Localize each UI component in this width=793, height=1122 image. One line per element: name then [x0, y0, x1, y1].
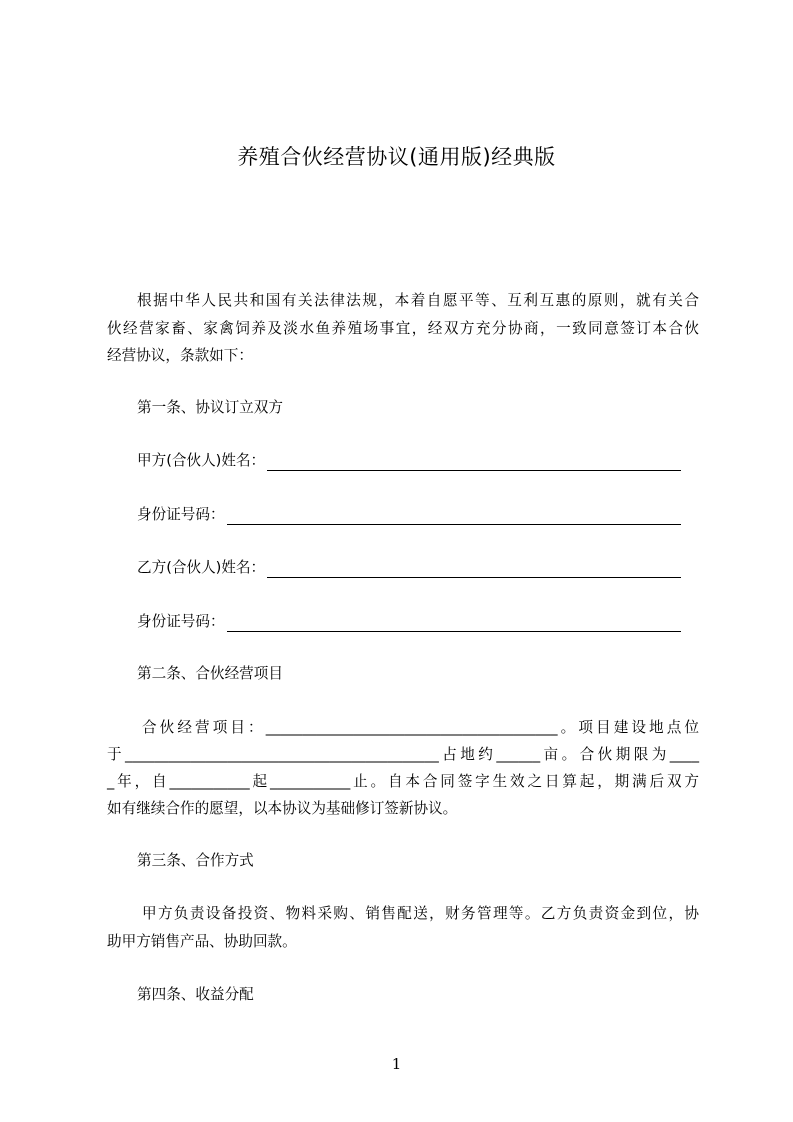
article-3-line-2: 助甲方销售产品、协助回款。: [107, 933, 297, 950]
party-a-name-blank[interactable]: [267, 455, 681, 471]
party-a-id-label: 身份证号码：: [137, 506, 225, 523]
party-b-name-blank[interactable]: [267, 562, 681, 578]
intro-line-1: 根据中华人民共和国有关法律法规，本着自愿平等、互利互惠的原则，就有关合: [137, 292, 699, 309]
party-b-name-field[interactable]: [137, 558, 681, 578]
article-2-line-2: 于___________________________________________占地约______亩。合伙期限为____: [107, 746, 699, 763]
document-title: 养殖合伙经营协议(通用版)经典版: [237, 145, 556, 169]
intro-line-2: 伙经营家畜、家禽饲养及淡水鱼养殖场事宜，经双方充分协商，一致同意签订本合伙: [107, 320, 699, 337]
page-number: 1: [391, 1055, 402, 1073]
article-2-line-1: 合伙经营项目：________________________________________。项目建设地点位: [142, 719, 699, 736]
party-a-name-label: 甲方(合伙人)姓名：: [137, 452, 266, 469]
article-2-line-3: _年，自___________起___________止。自本合同签字生效之日算起，期满后双方: [107, 773, 699, 790]
party-b-id-label: 身份证号码：: [137, 613, 225, 630]
party-b-id-blank[interactable]: [227, 616, 681, 632]
article-3-line-1: 甲方负责设备投资、物料采购、销售配送，财务管理等。乙方负责资金到位，协: [142, 905, 699, 922]
intro-line-3: 经营协议，条款如下：: [107, 347, 253, 364]
party-a-name-field[interactable]: [137, 451, 681, 471]
article-2-heading: 第二条、合伙经营项目: [137, 665, 283, 682]
party-a-id-blank[interactable]: [227, 509, 681, 525]
party-a-id-field[interactable]: [137, 505, 681, 525]
article-3-heading: 第三条、合作方式: [137, 852, 254, 869]
party-b-name-label: 乙方(合伙人)姓名：: [137, 559, 266, 576]
article-4-heading: 第四条、收益分配: [137, 986, 254, 1003]
article-1-heading: 第一条、协议订立双方: [137, 399, 283, 416]
party-b-id-field[interactable]: [137, 612, 681, 632]
article-2-line-4: 如有继续合作的愿望，以本协议为基础修订签新协议。: [107, 800, 458, 817]
